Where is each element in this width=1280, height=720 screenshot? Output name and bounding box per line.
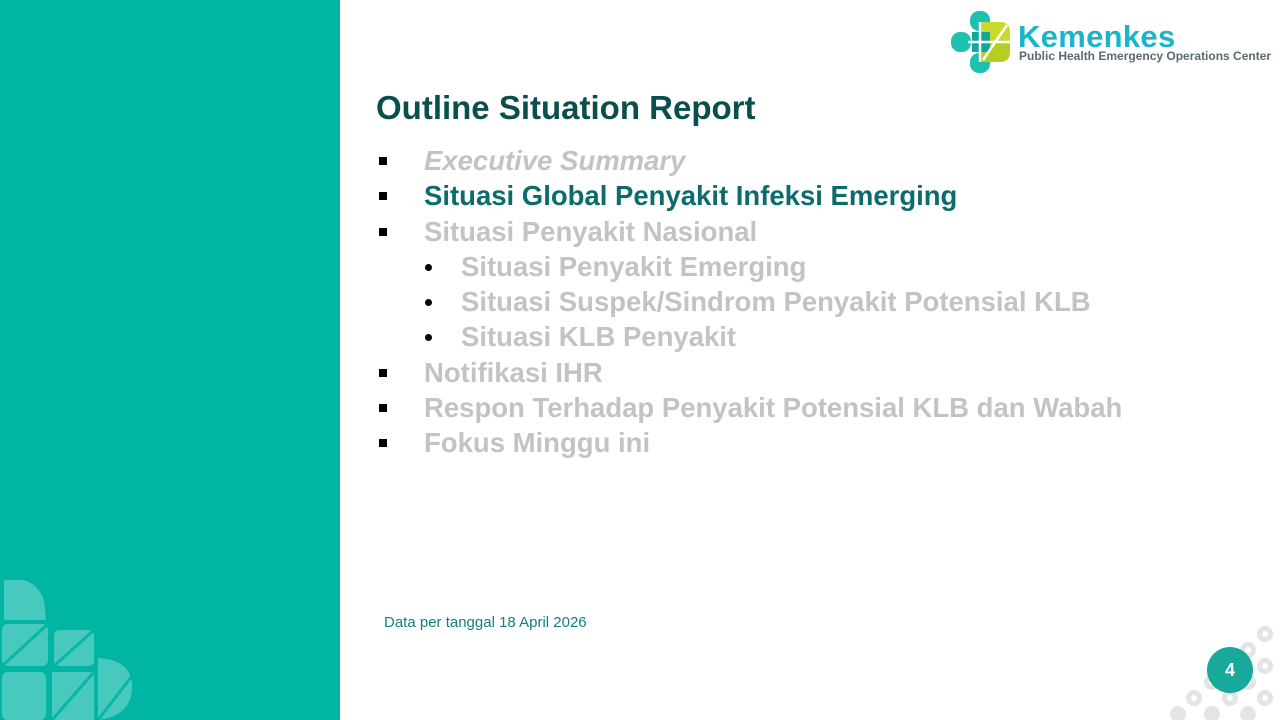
bullet-dot-icon: [425, 334, 432, 341]
outline-item: [376, 214, 1196, 249]
outline-item: [376, 178, 1196, 213]
outline-item-label: Respon Terhadap Penyakit Potensial KLB dan Wabah: [424, 392, 1123, 424]
outline-item: [376, 143, 1196, 178]
sidebar-pattern-decoration: [0, 580, 144, 720]
outline-item: [376, 355, 1196, 390]
bullet-square-icon: [379, 404, 387, 412]
outline-item: [376, 425, 1196, 460]
bullet-dot-icon: [425, 264, 432, 271]
outline-list: [376, 143, 1196, 461]
bullet-square-icon: [379, 157, 387, 165]
outline-item-label: Notifikasi IHR: [424, 356, 603, 388]
logo-name: Kemenkes: [1018, 19, 1176, 54]
bullet-dot-icon: [425, 299, 432, 306]
sidebar-panel: [0, 0, 340, 720]
outline-item-label: Situasi KLB Penyakit: [461, 321, 737, 353]
outline-item-label: Situasi Penyakit Emerging: [461, 250, 807, 282]
outline-item-label: Executive Summary: [424, 145, 686, 176]
outline-item: [376, 319, 1196, 354]
outline-item-label: Situasi Penyakit Nasional: [424, 215, 758, 247]
outline-item: [376, 249, 1196, 284]
outline-item-label: Situasi Suspek/Sindrom Penyakit Potensial KLB: [461, 286, 1091, 318]
bullet-square-icon: [379, 192, 387, 200]
outline-item-label: Situasi Global Penyakit Infeksi Emerging: [424, 180, 958, 212]
bullet-square-icon: [379, 439, 387, 447]
outline-item-label: Fokus Minggu ini: [424, 427, 651, 459]
logo-subtitle: Public Health Emergency Operations Center: [1019, 49, 1272, 63]
kemenkes-logo: [950, 10, 1270, 78]
bullet-square-icon: [379, 228, 387, 236]
kemenkes-logo-mark-icon: [950, 10, 1012, 74]
data-date-note: Data per tanggal 18 April 2026: [384, 614, 587, 631]
slide-title: Outline Situation Report: [376, 89, 756, 126]
bullet-square-icon: [379, 369, 387, 377]
page-number-badge: 4: [1207, 647, 1253, 693]
outline-item: [376, 284, 1196, 319]
outline-item: [376, 390, 1196, 425]
